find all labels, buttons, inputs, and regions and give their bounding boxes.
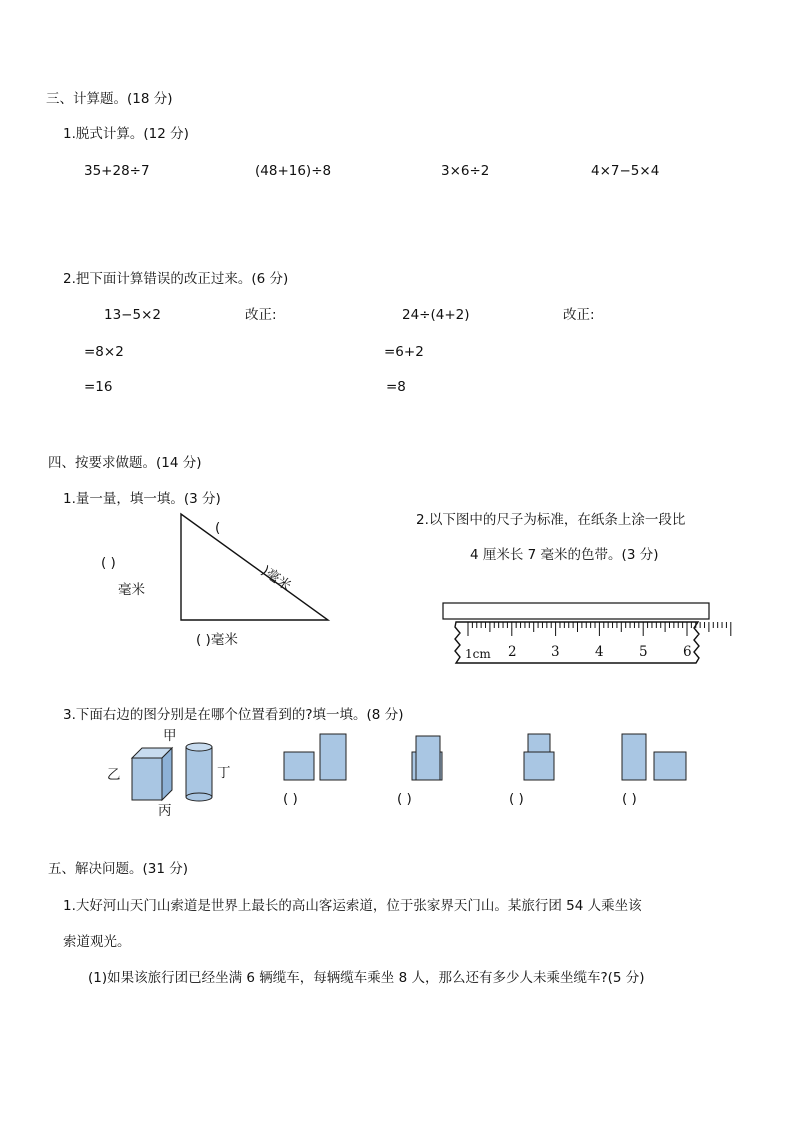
position-left-label: 乙: [107, 767, 121, 783]
q1-title: 1.脱式计算。(12 分): [63, 126, 189, 142]
section3-heading: 三、计算题。(18 分): [46, 91, 173, 107]
view-1: [282, 732, 352, 784]
position-bottom-label: 丙: [158, 803, 172, 819]
answer-blank-2[interactable]: ( ): [397, 791, 412, 807]
ruler-label-2: 2: [508, 644, 517, 660]
correct-label-left: 改正:: [245, 307, 277, 323]
hypotenuse-open: (: [215, 520, 221, 536]
expr-1: 35+28÷7: [84, 163, 150, 179]
ruler-label-3: 3: [551, 644, 560, 660]
answer-blank-4[interactable]: ( ): [622, 791, 637, 807]
section5-heading: 五、解决问题。(31 分): [48, 861, 189, 877]
expr-4: 4×7−5×4: [591, 163, 660, 179]
ruler-q-line2: 4 厘米长 7 毫米的色带。(3 分): [470, 547, 659, 563]
left-step2: =16: [84, 379, 113, 395]
answer-blank-1[interactable]: ( ): [283, 791, 298, 807]
section4-heading: 四、按要求做题。(14 分): [48, 455, 202, 471]
view-4: [620, 732, 695, 784]
q2-title: 2.把下面计算错误的改正过来。(6 分): [63, 271, 289, 287]
problem1-line1: 1.大好河山天门山索道是世界上最长的高山客运索道，位于张家界天门山。某旅行团 54 人乘坐该: [63, 898, 642, 914]
views-title: 3.下面右边的图分别是在哪个位置看到的?填一填。(8 分): [63, 707, 404, 723]
cube-and-cylinder: [128, 742, 218, 804]
wrong-expr-right: 24÷(4+2): [402, 307, 470, 323]
expr-3: 3×6÷2: [441, 163, 490, 179]
view-3: [522, 732, 562, 784]
expr-2: (48+16)÷8: [255, 163, 332, 179]
right-step1: =6+2: [384, 344, 424, 360]
problem1-line2: 索道观光。: [63, 934, 131, 950]
ruler-label-5: 5: [639, 644, 648, 660]
ruler-label-1cm: 1cm: [465, 647, 491, 661]
position-right-label: 丁: [217, 765, 231, 781]
left-side-blank: ( ): [101, 555, 116, 571]
correct-label-right: 改正:: [563, 307, 595, 323]
position-top-label: 甲: [163, 728, 177, 744]
answer-blank-3[interactable]: ( ): [509, 791, 524, 807]
hypotenuse-unit: )毫米: [258, 562, 294, 595]
ruler-label-6: 6: [683, 644, 692, 660]
left-step1: =8×2: [84, 344, 124, 360]
ruler-q-line1: 2.以下图中的尺子为标准，在纸条上涂一段比: [416, 512, 686, 528]
problem1-sub1: (1)如果该旅行团已经坐满 6 辆缆车，每辆缆车乘坐 8 人，那么还有多少人未乘坐缆车?(5 分): [88, 970, 645, 986]
measure-title: 1.量一量，填一填。(3 分): [63, 491, 221, 507]
view-2: [410, 732, 450, 784]
wrong-expr-left: 13−5×2: [104, 307, 161, 323]
left-side-unit: 毫米: [118, 582, 145, 598]
ruler-label-4: 4: [595, 644, 604, 660]
right-step2: =8: [386, 379, 406, 395]
bottom-side-blank: ( )毫米: [196, 632, 238, 648]
triangle-figure: [170, 510, 340, 630]
